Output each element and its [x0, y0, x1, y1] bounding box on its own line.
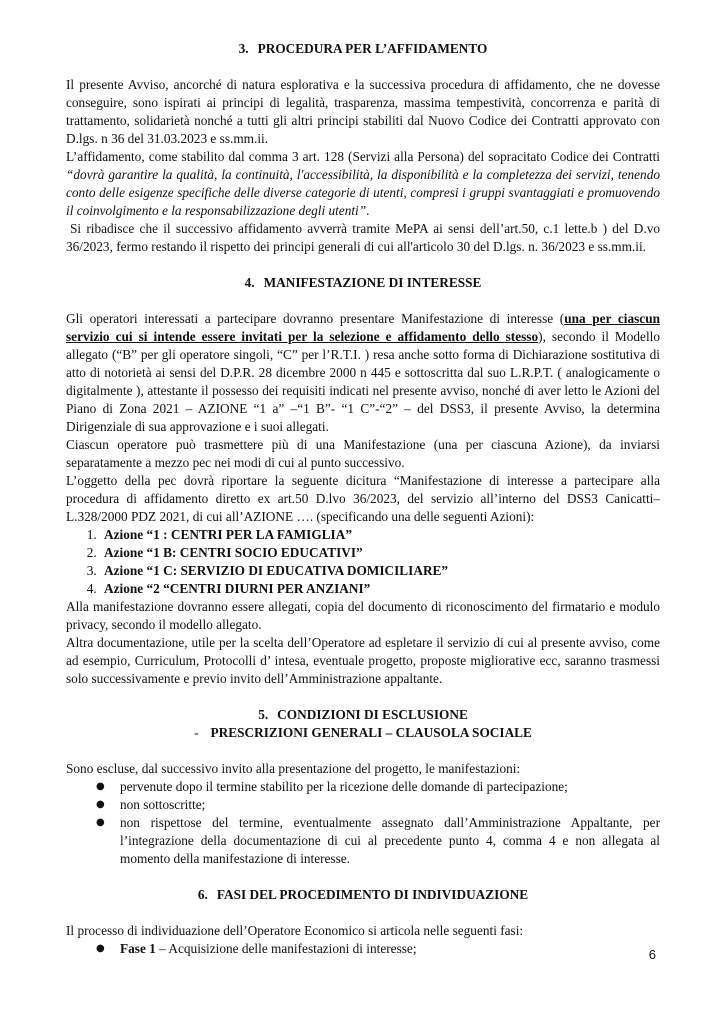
section-3-paragraph-2-intro: L’affidamento, come stabilito dal comma 3 art. 128 (Servizi alla Persona) del sopracitato Codice dei Contratti [66, 149, 660, 164]
section-5-title: CONDIZIONI DI ESCLUSIONE [277, 707, 468, 722]
fase-1-label: Fase 1 [120, 941, 156, 956]
azione-item-2: 4. Azione “2 “CENTRI DIURNI PER ANZIANI” [100, 580, 660, 598]
section-3-paragraph-1: Il presente Avviso, ancorché di natura esplorativa e la successiva procedura di affidamento, che ne dovesse conseguire, sono ispirati ai principi di legalità, trasparenza, massima tempestività, concorrenza e parità di trattamento, solidarietà nonché a tutti gli altri principi stabiliti dal Nuovo Codice dei Contratti approvato con D.lgs. n 36 del 31.03.2023 e ss.mm.ii. [66, 77, 660, 146]
section-4-paragraph-1-start: Gli operatori interessati a partecipare dovranno presentare Manifestazione di interesse ( [66, 311, 565, 326]
esclusione-item-2-text: non sottoscritte; [120, 797, 206, 812]
esclusione-item-1-text: pervenute dopo il termine stabilito per la ricezione delle domande di partecipazione; [120, 779, 568, 794]
section-4-underlined-text: una per ciascun servizio cui si intende essere invitati per la selezione e affidamento dello stesso [66, 311, 660, 344]
section-3-number: 3. [238, 41, 249, 56]
bullet-icon: ● [96, 799, 105, 810]
section-5-number: 5. [258, 707, 269, 722]
azione-item-1: 1. Azione “1 : CENTRI PER LA FAMIGLIA” [100, 526, 660, 544]
esclusione-item-1 [96, 778, 660, 796]
bullet-icon: ● [96, 943, 105, 954]
section-3-paragraph-3: Si ribadisce che il successivo affidamento avverrà tramite MePA ai sensi dell’art.50, c.1 lette.b ) del D.vo 36/2023, fermo restando il rispetto dei principi generali di cui all'articolo 30 del D.lgs. n. 36/2023 e ss.mm.ii. [66, 221, 660, 254]
section-3-quote: “dovrà garantire la qualità, la continuità, l'accessibilità, la disponibilità e la completezza dei servizi, tenendo conto delle esigenze specifiche delle diverse categorie di utenti, compresi i gruppi svantaggiati e promuovendo il coinvolgimento e la responsabilizzazione degli utenti” [66, 167, 660, 218]
esclusione-item-2 [96, 796, 660, 814]
section-5-subheading-dash: - [194, 725, 199, 740]
section-3-title: PROCEDURA PER L’AFFIDAMENTO [257, 41, 488, 56]
esclusione-item-3 [96, 814, 660, 868]
page-number: 6 [648, 947, 656, 962]
section-4-title: MANIFESTAZIONE DI INTERESSE [263, 275, 482, 290]
section-3-heading [66, 40, 660, 58]
section-5-subheading-text: PRESCRIZIONI GENERALI – CLAUSOLA SOCIALE [210, 725, 532, 740]
section-4-paragraph-2: Ciascun operatore può trasmettere più di una Manifestazione (una per ciascuna Azione), da inviarsi separatamente a mezzo pec nei modi di cui al punto successivo. [66, 437, 660, 470]
section-5-subheading [66, 724, 660, 742]
section-4-heading [66, 274, 660, 292]
section-6-heading [66, 886, 660, 904]
section-6-intro: Il processo di individuazione dell’Operatore Economico si articola nelle seguenti fasi: [66, 923, 524, 938]
esclusione-item-3-text: non rispettose del termine, eventualmente assegnato dall’Amministrazione Appaltante, per l’integrazione della documentazione di cui al precedente punto 4, comma 4 e non allegata al momento della manifestazione di interesse. [120, 815, 660, 866]
section-3-paragraph-2 [66, 148, 660, 220]
azione-item-1b: 2. Azione “1 B: CENTRI SOCIO EDUCATIVI” [100, 544, 660, 562]
section-6-number: 6. [197, 887, 208, 902]
azione-item-1c: 3. Azione “1 C: SERVIZIO DI EDUCATIVA DOMICILIARE” [100, 562, 660, 580]
esclusioni-list [66, 778, 660, 868]
fasi-list [66, 940, 660, 958]
section-3-paragraph-2-end: . [366, 203, 370, 218]
section-4-number: 4. [244, 275, 255, 290]
section-4-paragraph-1-end: ), secondo il Modello allegato (“B” per gli operatore singoli, “C” per l’R.T.I. ) resa anche sotto forma di Dichiarazione sostitutiva di atto di notorietà ai sensi del D.P.R. 28 dicembre 2000 n 445 e sottoscritta dal suo L.R.P.T. ( analogicamente o digitalmente ), attestante il possesso dei requisiti indicati nel presente avviso, nonché di aver letto le Azioni del Piano di Zona 2021 – AZIONE “1 a” –“1 B”- “1 C”-“2” – del DSS3, il presente Avviso, la determina Dirigenziale di sua approvazione e i suoi allegati. [66, 329, 660, 434]
section-4-paragraph-4: Alla manifestazione dovranno essere allegati, copia del documento di riconoscimento del firmatario e modulo privacy, secondo il modello allegato. [66, 599, 660, 632]
section-4-paragraph-5: Altra documentazione, utile per la scelta dell’Operatore ad espletare il servizio di cui al presente avviso, come ad esempio, Curriculum, Protocolli d’ intesa, eventuale progetto, proposte migliorative ecc, saranno trasmessi solo successivamente e previo invito dell’Amministrazione appaltante. [66, 635, 660, 686]
section-4-paragraph-3: L’oggetto della pec dovrà riportare la seguente dicitura “Manifestazione di interesse a partecipare alla procedura di affidamento diretto ex art.50 D.lvo 36/2023, del servizio all’interno del DSS3 Canicatti– L.328/2000 PDZ 2021, di cui all’AZIONE …. (specificando una delle seguenti Azioni): [66, 473, 660, 524]
section-6-title: FASI DEL PROCEDIMENTO DI INDIVIDUAZIONE [216, 887, 529, 902]
section-4-paragraph-1 [66, 310, 660, 436]
section-5-intro: Sono escluse, dal successivo invito alla presentazione del progetto, le manifestazioni: [66, 761, 521, 776]
azioni-list [66, 526, 660, 598]
fase-item-1 [96, 940, 660, 958]
fase-1-text: – Acquisizione delle manifestazioni di interesse; [155, 941, 417, 956]
section-5-heading [66, 706, 660, 724]
bullet-icon: ● [96, 817, 105, 828]
bullet-icon: ● [96, 781, 105, 792]
